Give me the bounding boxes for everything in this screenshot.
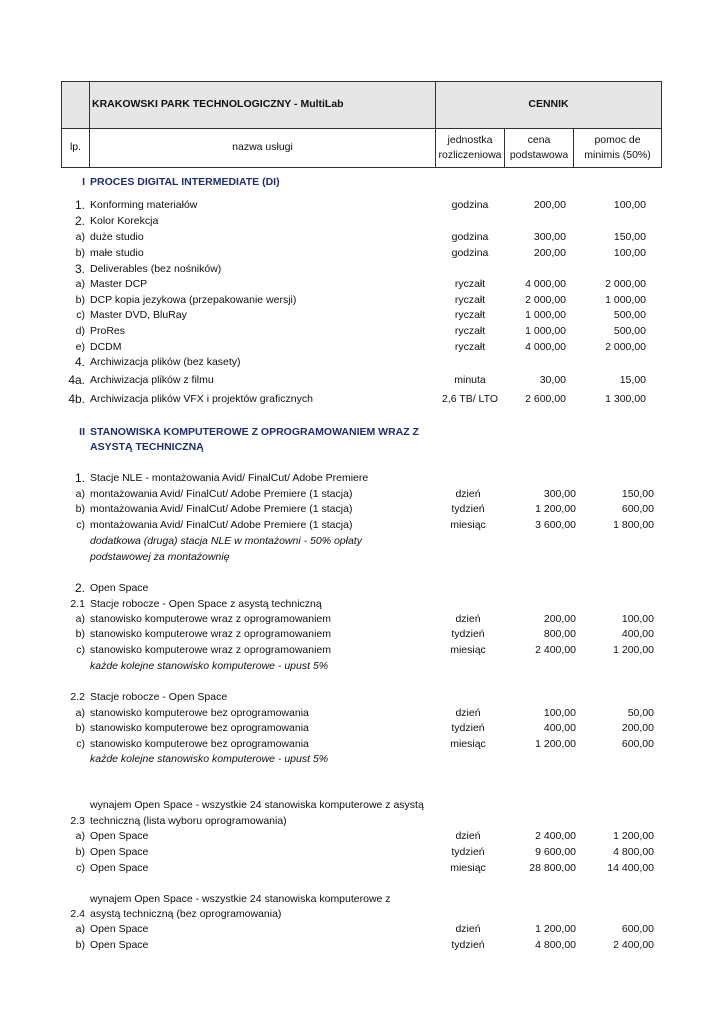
row-number: a)	[75, 830, 85, 842]
row-number: a)	[75, 613, 85, 625]
service-name: Master DCP	[90, 278, 148, 290]
service-row	[0, 487, 725, 502]
base-price: 1 000,00	[525, 325, 566, 337]
row-number: c)	[76, 519, 85, 531]
de-minimis-price: 150,00	[613, 231, 646, 243]
de-minimis-price: 150,00	[621, 488, 654, 500]
base-price: 2 400,00	[535, 830, 576, 842]
service-row	[0, 471, 725, 486]
service-name: Stacje robocze - Open Space z asystą techniczną	[90, 598, 322, 610]
de-minimis-price: 1 800,00	[613, 519, 654, 531]
billing-unit: tydzień	[451, 503, 485, 515]
row-number: a)	[75, 707, 85, 719]
de-minimis-price: 50,00	[627, 707, 654, 719]
service-row	[0, 829, 725, 844]
service-row	[0, 308, 725, 323]
row-number: c)	[76, 738, 85, 750]
row-number: 2.	[74, 581, 85, 595]
service-name: DCDM	[90, 341, 122, 353]
base-price: 4 000,00	[525, 341, 566, 353]
service-row	[0, 198, 725, 213]
service-row	[0, 938, 725, 953]
billing-unit: tydzień	[451, 722, 485, 734]
billing-unit: ryczałt	[454, 325, 486, 337]
service-name: asystą techniczną (bez oprogramowania)	[90, 908, 282, 920]
service-row	[0, 627, 725, 642]
base-price: 2 000,00	[525, 294, 566, 306]
service-name: stanowisko komputerowe bez oprogramowania	[90, 707, 309, 719]
service-row	[0, 861, 725, 876]
service-name: montażowania Avid/ FinalCut/ Adobe Premiere (1 stacja)	[90, 519, 353, 531]
de-minimis-price: 600,00	[621, 923, 654, 935]
note-text: dodatkowa (druga) stacja NLE w montażowni - 50% opłaty	[90, 535, 362, 547]
note-text: każde kolejne stanowisko komputerowe - upust 5%	[90, 753, 329, 765]
service-row	[0, 721, 725, 736]
column-header-lp: lp.	[61, 128, 90, 168]
service-row	[0, 518, 725, 533]
service-row	[0, 814, 725, 829]
service-row	[0, 798, 725, 813]
service-name: Konforming materiałów	[90, 199, 198, 211]
base-price: 28 800,00	[529, 862, 576, 874]
service-row	[0, 892, 725, 907]
service-row	[0, 355, 725, 370]
column-header-minimis-line2: minimis (50%)	[584, 149, 651, 161]
billing-unit: 2,6 TB/ LTO	[441, 393, 499, 405]
row-number: b)	[75, 503, 85, 515]
de-minimis-price: 1 000,00	[605, 294, 646, 306]
service-name: Kolor Korekcja	[90, 215, 159, 227]
row-number: 2.4	[70, 908, 85, 920]
service-name: Stacje robocze - Open Space	[90, 691, 228, 703]
price-list-title: CENNIK	[435, 81, 662, 129]
billing-unit: godzina	[451, 231, 489, 243]
base-price: 3 600,00	[535, 519, 576, 531]
note-row	[0, 550, 725, 565]
column-header-unit-line1: jednostka	[447, 133, 493, 146]
note-text: każde kolejne stanowisko komputerowe - upust 5%	[90, 660, 329, 672]
base-price: 1 000,00	[525, 309, 566, 321]
de-minimis-price: 14 400,00	[607, 862, 654, 874]
base-price: 200,00	[533, 247, 566, 259]
de-minimis-price: 200,00	[621, 722, 654, 734]
base-price: 100,00	[543, 707, 576, 719]
de-minimis-price: 600,00	[621, 503, 654, 515]
section-title-line1: STANOWISKA KOMPUTEROWE Z OPROGRAMOWANIEM WRAZ Z	[90, 426, 419, 438]
service-name: Open Space	[90, 846, 149, 858]
billing-unit: dzień	[455, 923, 481, 935]
billing-unit: dzień	[455, 488, 481, 500]
service-row	[0, 706, 725, 721]
organization-name: KRAKOWSKI PARK TECHNOLOGICZNY - MultiLab	[89, 81, 436, 129]
service-name: montażowania Avid/ FinalCut/ Adobe Premiere (1 stacja)	[90, 503, 353, 515]
base-price: 300,00	[533, 231, 566, 243]
service-name: Archiwizacja plików (bez kasety)	[90, 356, 241, 368]
base-price: 1 200,00	[535, 923, 576, 935]
row-number: c)	[76, 644, 85, 656]
note-row	[0, 534, 725, 549]
row-number: b)	[75, 939, 85, 951]
row-number: 1.	[74, 198, 85, 212]
row-number: b)	[75, 722, 85, 734]
row-number: a)	[75, 923, 85, 935]
service-name: Open Space	[90, 582, 149, 594]
billing-unit: dzień	[455, 707, 481, 719]
de-minimis-price: 500,00	[613, 309, 646, 321]
column-header-price-line1: cena	[527, 133, 551, 146]
row-number: b)	[75, 846, 85, 858]
base-price: 1 200,00	[535, 503, 576, 515]
service-name: ProRes	[90, 325, 126, 337]
row-number: d)	[75, 325, 85, 337]
billing-unit: ryczałt	[454, 278, 486, 290]
base-price: 200,00	[543, 613, 576, 625]
row-number: a)	[75, 231, 85, 243]
row-number: 4.	[74, 355, 85, 369]
de-minimis-price: 4 800,00	[613, 846, 654, 858]
base-price: 9 600,00	[535, 846, 576, 858]
de-minimis-price: 400,00	[621, 628, 654, 640]
service-name: stanowisko komputerowe wraz z oprogramowaniem	[90, 628, 332, 640]
base-price: 4 000,00	[525, 278, 566, 290]
service-name: Open Space	[90, 923, 149, 935]
service-name: Open Space	[90, 939, 149, 951]
row-number: 3.	[74, 262, 85, 276]
service-row	[0, 214, 725, 229]
service-name: stanowisko komputerowe bez oprogramowania	[90, 722, 309, 734]
service-row	[0, 502, 725, 517]
billing-unit: ryczałt	[454, 341, 486, 353]
service-row	[0, 277, 725, 292]
base-price: 400,00	[543, 722, 576, 734]
service-name: Open Space	[90, 830, 149, 842]
section-heading	[0, 425, 725, 440]
service-row	[0, 246, 725, 261]
section-heading	[0, 175, 725, 190]
service-name: Stacje NLE - montażowania Avid/ FinalCut/ Adobe Premiere	[90, 472, 369, 484]
section-number: II	[79, 426, 85, 438]
base-price: 2 600,00	[525, 393, 566, 405]
billing-unit: ryczałt	[454, 309, 486, 321]
service-name: Deliverables (bez nośników)	[90, 263, 222, 275]
section-number: I	[82, 176, 85, 188]
row-number: 2.2	[70, 691, 85, 703]
billing-unit: miesiąc	[450, 738, 486, 750]
section-title: PROCES DIGITAL INTERMEDIATE (DI)	[90, 176, 280, 188]
row-number: 2.3	[70, 815, 85, 827]
service-row	[0, 643, 725, 658]
de-minimis-price: 15,00	[619, 374, 646, 386]
section-heading-continued	[0, 440, 725, 455]
note-text: podstawowej za montażownię	[90, 551, 230, 563]
service-name: montażowania Avid/ FinalCut/ Adobe Premiere (1 stacja)	[90, 488, 353, 500]
base-price: 4 800,00	[535, 939, 576, 951]
row-number: a)	[75, 278, 85, 290]
billing-unit: miesiąc	[450, 862, 486, 874]
de-minimis-price: 1 200,00	[613, 644, 654, 656]
service-name: stanowisko komputerowe bez oprogramowania	[90, 738, 309, 750]
de-minimis-price: 2 000,00	[605, 341, 646, 353]
service-row	[0, 262, 725, 277]
service-name: Archiwizacja plików VFX i projektów graficznych	[90, 393, 313, 405]
de-minimis-price: 1 300,00	[605, 393, 646, 405]
column-header-price-line2: podstawowa	[509, 149, 569, 161]
de-minimis-price: 500,00	[613, 325, 646, 337]
billing-unit: dzień	[455, 830, 481, 842]
row-number: 1.	[74, 471, 85, 485]
row-number: c)	[76, 862, 85, 874]
service-row	[0, 324, 725, 339]
row-number: e)	[75, 341, 85, 353]
service-row	[0, 581, 725, 596]
service-name: stanowisko komputerowe wraz z oprogramowaniem	[90, 613, 332, 625]
service-name: wynajem Open Space - wszystkie 24 stanowiska komputerowe z	[90, 893, 391, 905]
base-price: 200,00	[533, 199, 566, 211]
row-number: 2.1	[70, 598, 85, 610]
service-row	[0, 690, 725, 705]
service-row	[0, 922, 725, 937]
service-name: techniczną (lista wyboru oprogramowania)	[90, 815, 287, 827]
de-minimis-price: 600,00	[621, 738, 654, 750]
row-number: b)	[75, 628, 85, 640]
note-row	[0, 659, 725, 674]
row-number: c)	[76, 309, 85, 321]
service-row	[0, 293, 725, 308]
base-price: 30,00	[539, 374, 566, 386]
service-name: Archiwizacja plików z filmu	[90, 374, 214, 386]
row-number: 4a.	[68, 373, 85, 387]
de-minimis-price: 100,00	[621, 613, 654, 625]
service-name: małe studio	[90, 247, 144, 259]
base-price: 1 200,00	[535, 738, 576, 750]
billing-unit: miesiąc	[450, 519, 486, 531]
billing-unit: ryczałt	[454, 294, 486, 306]
row-number: a)	[75, 488, 85, 500]
de-minimis-price: 100,00	[613, 247, 646, 259]
service-name: wynajem Open Space - wszystkie 24 stanowiska komputerowe z asystą	[90, 799, 424, 811]
billing-unit: dzień	[455, 613, 481, 625]
service-row	[0, 392, 725, 407]
billing-unit: godzina	[451, 247, 489, 259]
service-row	[0, 845, 725, 860]
column-header-minimis-line1: pomoc de	[594, 133, 641, 146]
service-row	[0, 597, 725, 612]
service-row	[0, 230, 725, 245]
column-header-unit-line2: rozliczeniowa	[438, 149, 502, 161]
row-number: 4b.	[68, 392, 85, 406]
service-row	[0, 612, 725, 627]
service-name: duże studio	[90, 231, 144, 243]
base-price: 800,00	[543, 628, 576, 640]
service-name: Master DVD, BluRay	[90, 309, 187, 321]
service-row	[0, 373, 725, 388]
column-header-service-name: nazwa usługi	[89, 128, 436, 168]
note-row	[0, 752, 725, 767]
service-row	[0, 340, 725, 355]
de-minimis-price: 1 200,00	[613, 830, 654, 842]
billing-unit: tydzień	[451, 628, 485, 640]
service-name: DCP kopia jezykowa (przepakowanie wersji)	[90, 294, 297, 306]
service-name: Open Space	[90, 862, 149, 874]
billing-unit: miesiąc	[450, 644, 486, 656]
billing-unit: godzina	[451, 199, 489, 211]
base-price: 300,00	[543, 488, 576, 500]
row-number: b)	[75, 294, 85, 306]
de-minimis-price: 100,00	[613, 199, 646, 211]
row-number: b)	[75, 247, 85, 259]
base-price: 2 400,00	[535, 644, 576, 656]
de-minimis-price: 2 000,00	[605, 278, 646, 290]
billing-unit: tydzień	[451, 846, 485, 858]
section-title-line2: ASYSTĄ TECHNICZNĄ	[90, 441, 204, 453]
de-minimis-price: 2 400,00	[613, 939, 654, 951]
service-row	[0, 737, 725, 752]
billing-unit: tydzień	[451, 939, 485, 951]
row-number: 2.	[74, 214, 85, 228]
billing-unit: minuta	[454, 374, 486, 386]
service-name: stanowisko komputerowe wraz z oprogramowaniem	[90, 644, 332, 656]
service-row	[0, 907, 725, 922]
